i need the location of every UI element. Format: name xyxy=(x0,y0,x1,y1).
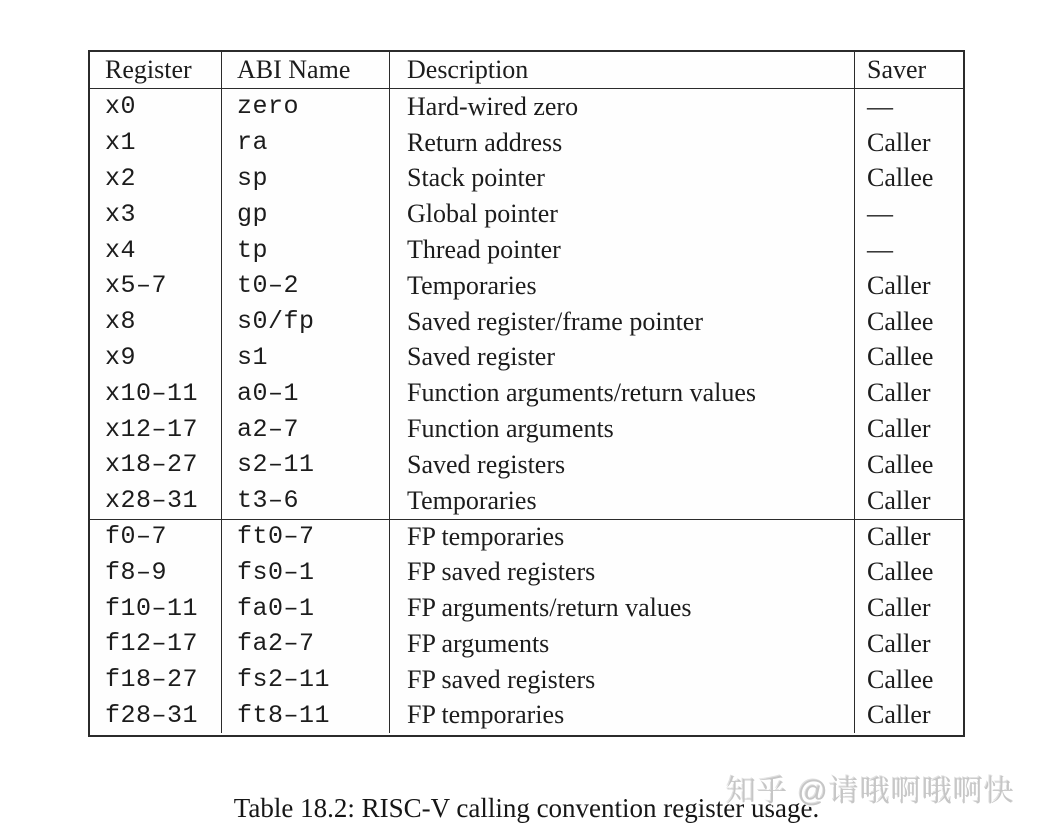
description-cell: Global pointer xyxy=(390,196,855,232)
description-cell: Stack pointer xyxy=(390,161,855,197)
register-cell: x4 xyxy=(90,232,222,268)
abi-name-cell: a0–1 xyxy=(222,375,390,411)
abi-name-cell: s1 xyxy=(222,340,390,376)
register-cell: x3 xyxy=(90,196,222,232)
description-cell: FP temporaries xyxy=(390,519,855,555)
register-cell: f8–9 xyxy=(90,554,222,590)
description-cell: Temporaries xyxy=(390,268,855,304)
saver-cell: Caller xyxy=(867,700,931,730)
saver-cell: Callee xyxy=(867,163,934,193)
table-caption: Table 18.2: RISC-V calling convention register usage. xyxy=(233,793,820,823)
description-cell: Hard-wired zero xyxy=(390,89,855,125)
abi-name-cell: sp xyxy=(222,161,390,197)
description-cell: FP arguments xyxy=(390,626,855,662)
register-cell: f28–31 xyxy=(90,698,222,734)
abi-name-cell: zero xyxy=(222,89,390,125)
abi-name-cell: a2–7 xyxy=(222,411,390,447)
saver-cell: Caller xyxy=(867,378,931,408)
description-cell: Function arguments/return values xyxy=(390,375,855,411)
description-cell: FP temporaries xyxy=(390,698,855,734)
saver-cell: — xyxy=(867,199,893,229)
description-cell: Temporaries xyxy=(390,483,855,519)
register-cell: f12–17 xyxy=(90,626,222,662)
register-cell: x8 xyxy=(90,304,222,340)
description-cell: FP arguments/return values xyxy=(390,590,855,626)
description-cell: FP saved registers xyxy=(390,662,855,698)
abi-name-cell: gp xyxy=(222,196,390,232)
description-cell: Saved registers xyxy=(390,447,855,483)
column-header-abi-name: ABI Name xyxy=(222,52,390,89)
abi-name-cell: tp xyxy=(222,232,390,268)
description-cell: Return address xyxy=(390,125,855,161)
saver-cell: Caller xyxy=(867,593,931,623)
register-cell: x5–7 xyxy=(90,268,222,304)
register-cell: x28–31 xyxy=(90,483,222,519)
register-cell: x1 xyxy=(90,125,222,161)
abi-name-cell: t3–6 xyxy=(222,483,390,519)
saver-cell: — xyxy=(867,235,893,265)
abi-name-cell: ft0–7 xyxy=(222,519,390,555)
saver-cell: Callee xyxy=(867,557,934,587)
saver-cell: — xyxy=(867,91,893,121)
register-cell: f0–7 xyxy=(90,519,222,555)
abi-name-cell: fs2–11 xyxy=(222,662,390,698)
description-cell: FP saved registers xyxy=(390,554,855,590)
register-cell: x12–17 xyxy=(90,411,222,447)
saver-cell: Caller xyxy=(855,519,963,555)
saver-cell: Caller xyxy=(867,270,931,300)
register-cell: f18–27 xyxy=(90,662,222,698)
saver-cell: Caller xyxy=(867,127,931,157)
column-header-description: Description xyxy=(390,52,855,89)
abi-name-cell: fa0–1 xyxy=(222,590,390,626)
abi-name-cell: ra xyxy=(222,125,390,161)
register-cell: x18–27 xyxy=(90,447,222,483)
description-cell: Function arguments xyxy=(390,411,855,447)
column-header-saver: Saver xyxy=(855,52,963,89)
saver-cell: Callee xyxy=(867,449,934,479)
saver-cell: Caller xyxy=(867,628,931,658)
saver-cell: Caller xyxy=(867,485,931,515)
zhihu-watermark: 知乎 @请哦啊哦啊快 xyxy=(726,775,1015,808)
saver-cell: Callee xyxy=(867,664,934,694)
abi-name-cell: t0–2 xyxy=(222,268,390,304)
saver-cell: Callee xyxy=(867,342,934,372)
abi-name-cell: fs0–1 xyxy=(222,554,390,590)
register-cell: x9 xyxy=(90,340,222,376)
abi-name-cell: fa2–7 xyxy=(222,626,390,662)
description-cell: Saved register/frame pointer xyxy=(390,304,855,340)
description-cell: Thread pointer xyxy=(390,232,855,268)
abi-name-cell: s2–11 xyxy=(222,447,390,483)
saver-cell: Callee xyxy=(867,306,934,336)
register-table xyxy=(88,50,965,737)
register-cell: x0 xyxy=(90,89,222,125)
saver-cell: Caller xyxy=(867,414,931,444)
abi-name-cell: ft8–11 xyxy=(222,698,390,734)
description-cell: Saved register xyxy=(390,340,855,376)
abi-name-cell: s0/fp xyxy=(222,304,390,340)
register-cell: f10–11 xyxy=(90,590,222,626)
column-header-register: Register xyxy=(90,52,222,89)
register-cell: x2 xyxy=(90,161,222,197)
register-cell: x10–11 xyxy=(90,375,222,411)
